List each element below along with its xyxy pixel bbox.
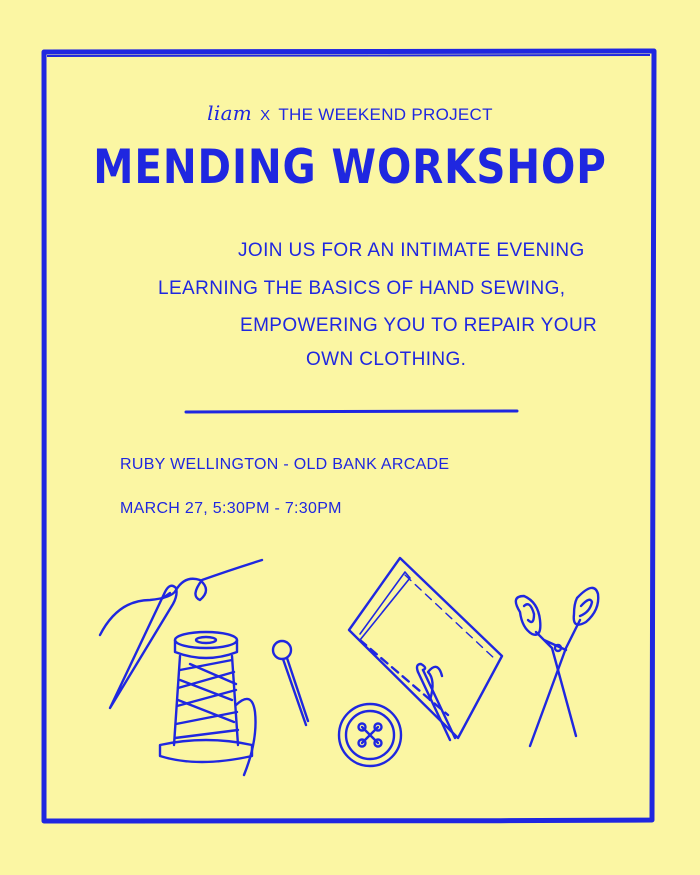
scissors-icon: [516, 588, 598, 746]
thread-spool-icon: [160, 632, 256, 775]
fabric-swatch-icon: [349, 558, 502, 740]
brand-connector: X: [260, 107, 271, 124]
description-line-1: JOIN US FOR AN INTIMATE EVENING: [238, 240, 585, 261]
pin-icon: [273, 641, 308, 725]
button-icon: [339, 704, 401, 766]
event-datetime: MARCH 27, 5:30PM - 7:30PM: [120, 500, 342, 517]
description-line-3: EMPOWERING YOU TO REPAIR YOUR: [240, 315, 598, 336]
event-location: RUBY WELLINGTON - OLD BANK ARCADE: [120, 456, 450, 473]
description-line-2: LEARNING THE BASICS OF HAND SEWING,: [158, 278, 566, 299]
page-title: MENDING WORKSHOP: [93, 140, 607, 195]
liam-logo: liam: [207, 101, 253, 125]
description-line-4: OWN CLOTHING.: [306, 349, 467, 370]
partner-name: THE WEEKEND PROJECT: [278, 105, 493, 124]
